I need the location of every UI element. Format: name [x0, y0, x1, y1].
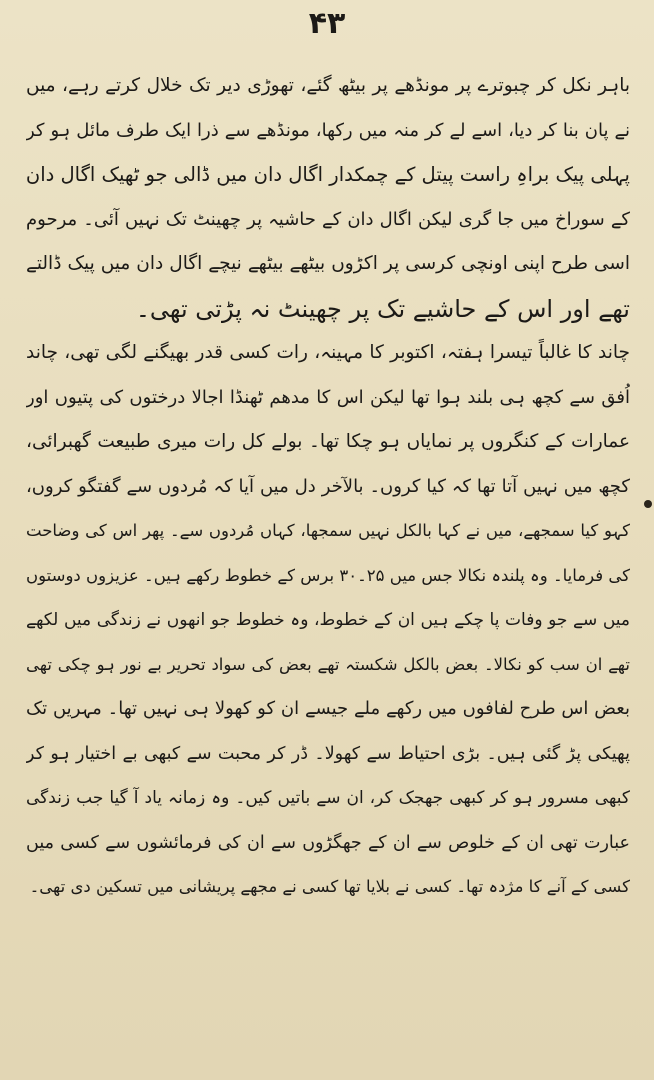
text-line: کی فرمایا۔ وہ پلندہ نکالا جس میں ۲۵۔۳۰ برس کے خطوط رکھے ہیں۔ عزیزوں دوستوں	[26, 565, 630, 585]
text-line: کسی کے آنے کا مژدہ تھا۔ کسی نے بلایا تھا کسی نے مجھے پریشانی میں تسکین دی تھی۔	[29, 877, 630, 896]
text-line: اُفق سے کچھ ہی بلند ہوا تھا لیکن اس کا مدھم ٹھنڈا اجالا درختوں کی پتیوں اور	[26, 386, 630, 408]
text-line: چاند کا غالباً تیسرا ہفتہ، اکتوبر کا مہینہ، رات کسی قدر بھیگنے لگی تھی، چاند	[26, 342, 630, 363]
text-line: تھے اور اس کے حاشیے تک پر چھینٹ نہ پڑتی تھی۔	[135, 294, 630, 323]
text-line: کے سوراخ میں جا گری لیکن اگال دان کے حاشیہ پر چھینٹ تک نہیں آئی۔ مرحوم	[26, 208, 630, 230]
body-text	[26, 64, 630, 910]
text-line: عمارات کے کنگروں پر نمایاں ہو چکا تھا۔ بولے کل رات میری طبیعت گھبرائی،	[26, 431, 630, 452]
text-line: کہو کیا سمجھے، میں نے کہا بالکل نہیں سمجھا، کہاں مُردوں سے۔ پھر اس کی وضاحت	[26, 521, 630, 540]
text-line: پھیکی پڑ گئی ہیں۔ بڑی احتیاط سے کھولا۔ ڈر کر محبت سے کبھی بے اختیار ہو کر	[26, 743, 630, 764]
text-line: نے پان بنا کر دیا، اسے لے کر منہ میں رکھا، مونڈھے سے ذرا ایک طرف مائل ہو کر	[26, 119, 630, 141]
margin-dot	[644, 500, 652, 508]
text-line: کچھ میں نہیں آتا تھا کہ کیا کروں۔ بالآخر دل میں آیا کہ مُردوں سے گفتگو کروں،	[26, 475, 630, 497]
text-line: اسی طرح اپنی اونچی کرسی پر اکڑوں بیٹھے بیٹھے نیچے اگال دان میں پیک ڈالتے	[26, 253, 630, 274]
page-number: ۴۳	[308, 6, 346, 41]
text-line: بعض اس طرح لفافوں میں رکھے ملے جیسے ان کو کھولا ہی نہیں تھا۔ مہریں تک	[26, 698, 630, 719]
text-line: عبارت تھی ان کے خلوص سے ان کے جھگڑوں سے ان کی فرمائشوں سے کسی میں	[26, 832, 630, 853]
text-line: کبھی مسرور ہو کر کبھی جھجک کر، ان سے باتیں کیں۔ وہ زمانہ یاد آ گیا جب زندگی	[26, 788, 630, 808]
text-line: پہلی پیک براہِ راست پیتل کے چمکدار اگال دان میں ڈالی جو ٹھیک اگال دان	[26, 163, 630, 186]
text-line: میں سے جو وفات پا چکے ہیں ان کے خطوط، وہ خطوط جو انھوں نے زندگی میں لکھے	[26, 610, 630, 630]
text-line: باہر نکل کر چبوترے پر مونڈھے پر بیٹھ گئے، تھوڑی دیر تک خلال کرتے رہے، میں	[26, 75, 630, 96]
text-line: تھے ان سب کو نکالا۔ بعض بالکل شکستہ تھے بعض کی سواد تحریر بے نور ہو چکی تھی	[26, 654, 630, 674]
